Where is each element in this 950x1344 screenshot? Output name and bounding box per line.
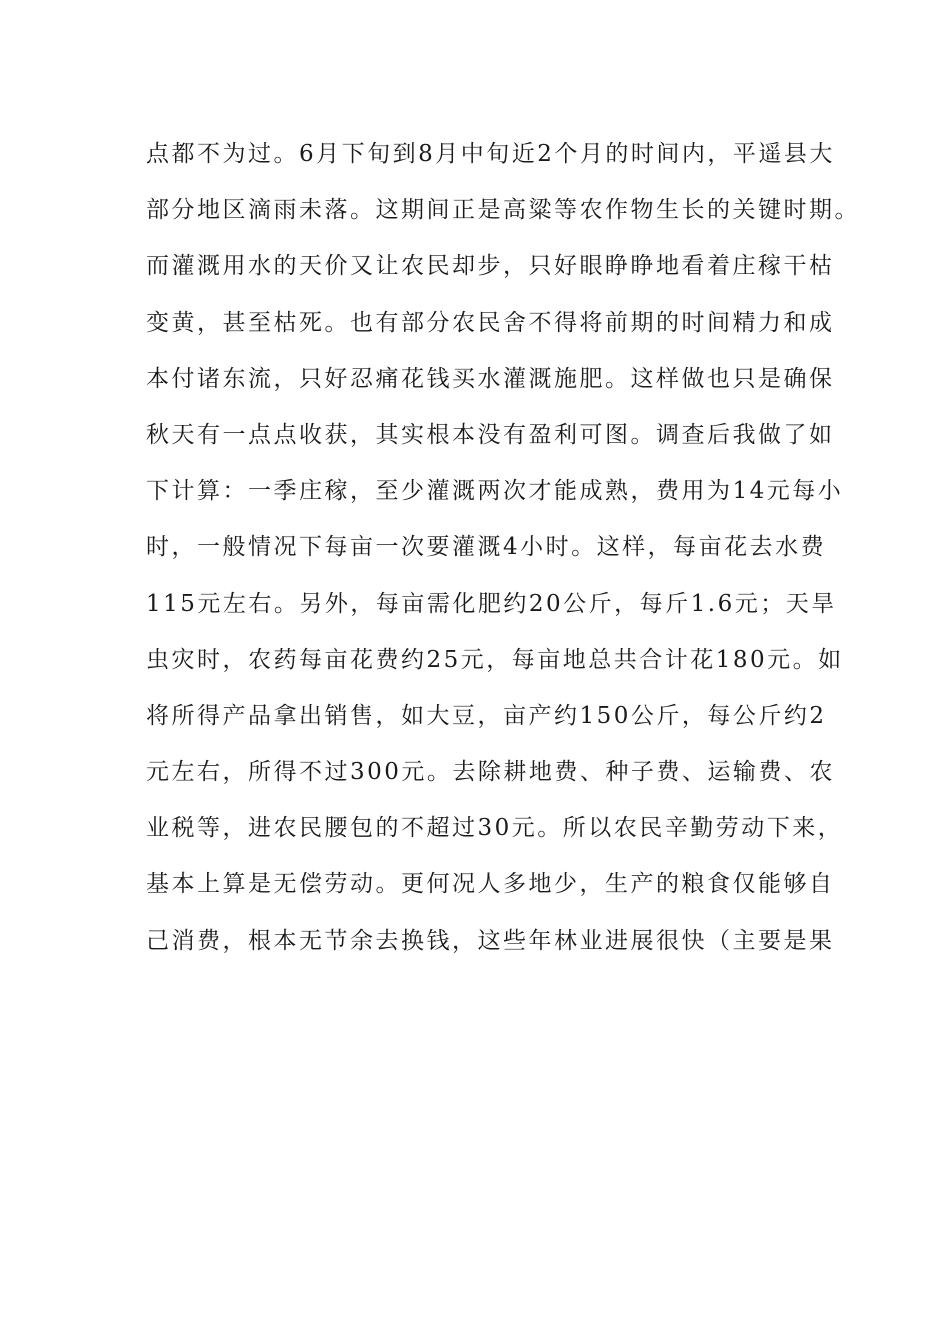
text-line: 元左右，所得不过300元。去除耕地费、种子费、运输费、农 (146, 759, 835, 786)
text-line: 秋天有一点点收获，其实根本没有盈利可图。调查后我做了如 (146, 421, 835, 448)
body-text (146, 133, 860, 976)
text-line: 下计算：一季庄稼，至少灌溉两次才能成熟，费用为14元每小 (146, 478, 844, 505)
text-line: 115元左右。另外，每亩需化肥约20公斤，每斤1.6元；天旱 (146, 590, 837, 617)
text-line: 业税等，进农民腰包的不超过30元。所以农民辛勤劳动下来， (146, 815, 844, 842)
text-line: 将所得产品拿出销售，如大豆，亩产约150公斤，每公斤约2 (146, 702, 827, 729)
text-line: 己消费，根本无节余去换钱，这些年林业进展很快（主要是果 (146, 927, 835, 954)
text-line: 点都不为过。6月下旬到8月中旬近2个月的时间内，平遥县大 (146, 141, 835, 167)
text-line: 虫灾时，农药每亩花费约25元，每亩地总共合计花180元。如 (146, 646, 844, 673)
text-line: 时，一般情况下每亩一次要灌溉4小时。这样，每亩花去水费 (146, 534, 827, 561)
text-line: 变黄，甚至枯死。也有部分农民舍不得将前期的时间精力和成 (146, 309, 835, 336)
text-line: 基本上算是无偿劳动。更何况人多地少，生产的粮食仅能够自 (146, 871, 835, 898)
text-line: 本付诸东流，只好忍痛花钱买水灌溉施肥。这样做也只是确保 (146, 365, 835, 392)
text-line: 部分地区滴雨未落。这期间正是高粱等农作物生长的关键时期。 (146, 197, 860, 224)
text-line: 而灌溉用水的天价又让农民却步，只好眼睁睁地看着庄稼干枯 (146, 253, 835, 280)
